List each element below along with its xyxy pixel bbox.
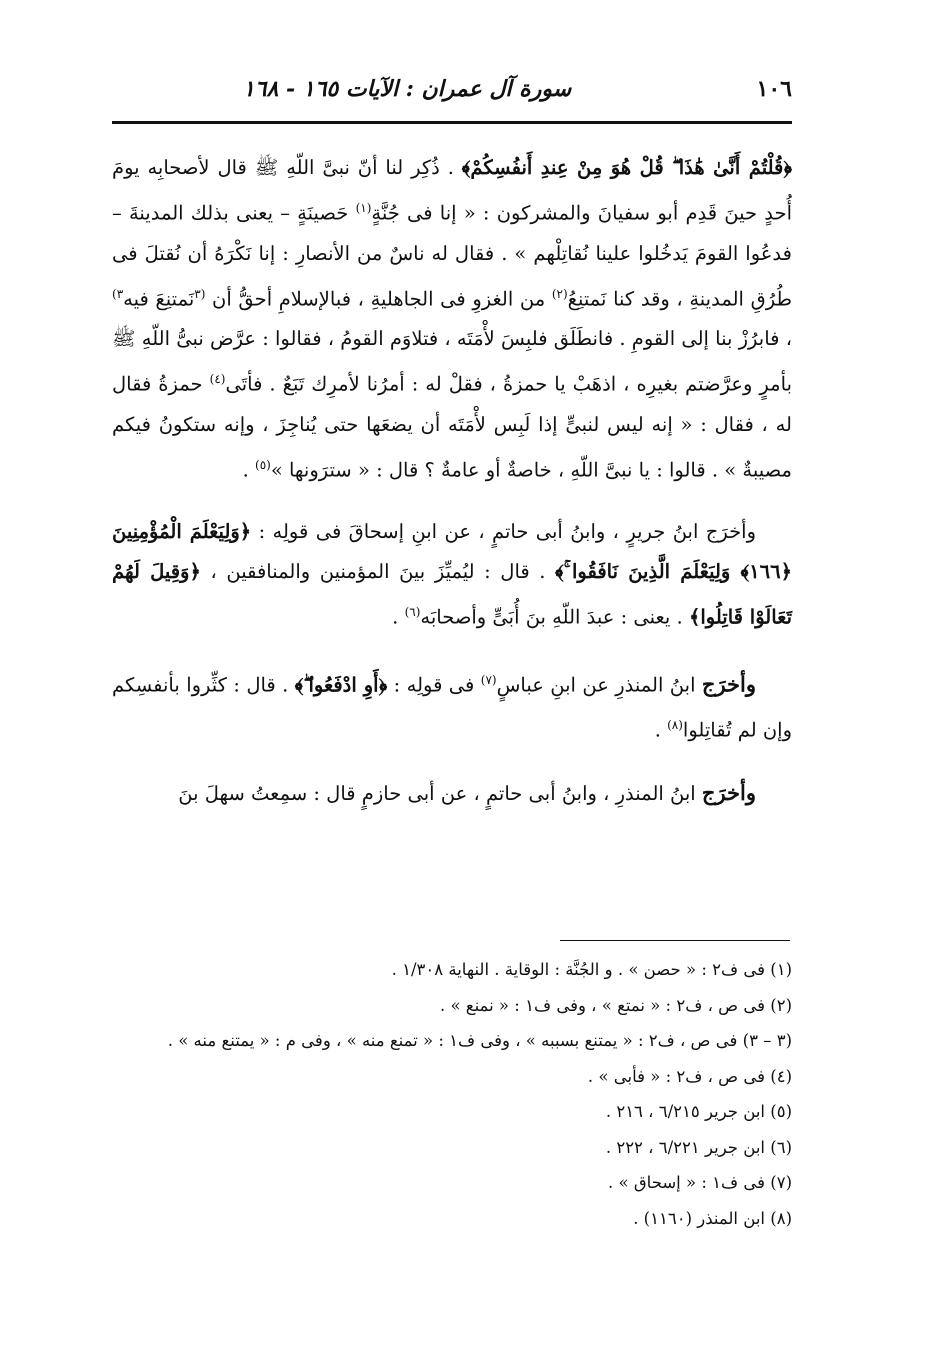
paragraph	[112, 660, 792, 751]
paragraph	[112, 512, 792, 638]
footnote: (٨) ابن المنذر (١١٦٠) .	[633, 1208, 792, 1228]
text-run: ، فابرُزْ بنا إلى القومِ . فانطَلَق فلبِسَ لأْمَتَه ، فتلاوَم القومُ ، فقالوا : عرَّض نبىُّ اللّهِ ﷺ بأمرٍ وعرَّضتم بغيرِه ، اذهَبْ يا حمزةُ ، فقلْ له : أمرُنا لأمرِك تَبَعٌ . فأتَى	[112, 327, 792, 396]
text-run: .	[242, 458, 256, 481]
running-title: سورة آل عمران : الآيات ١٦٥ - ١٦٨	[242, 76, 572, 102]
text-run: . قال : ليُميِّزَ بينَ المؤمنين والمنافقين ،	[200, 560, 556, 583]
footnote-ref: (٤)	[209, 372, 226, 386]
text-run: حمزةُ فقال له ، فقال : « إنه ليس لنبىٍّ إذا لَبِس لأْمَتَه أن يضعَها حتى يُناجِزَ ، وإنه ستكونُ فيكم مصيبةٌ » . قالوا : يا نبىَّ اللّهِ ، خاصةٌ أو عامةٌ ؟ قال : « سترَونها »	[112, 372, 792, 481]
footnote: (٦) ابن جرير ٦/٢٢١ ، ٢٢٢ .	[605, 1137, 792, 1157]
footnote-ref: (٢)	[551, 286, 568, 301]
text-run: ابنُ المنذرِ عن ابنِ عباسٍ	[496, 673, 702, 696]
paragraph	[112, 773, 792, 814]
text-run: فى قولِه :	[387, 673, 481, 696]
text-run: وأخرَج ابنُ جريرٍ ، وابنُ أبى حاتمٍ ، عن ابنِ إسحاقَ فى قولِه :	[251, 520, 756, 543]
quran-verse: ﴿وَلِيَعْلَمَ الْمُؤْمِنِينَ ﴿١٦٦﴾ وَلِيَعْلَمَ الَّذِينَ نَافَقُوا ۚ﴾	[112, 520, 793, 583]
text-run: . يعنى : عبدَ اللّهِ بنَ أُبَىٍّ وأصحابَه	[420, 605, 689, 629]
footnote: (١) فى ف٢ : « حصن » . و الجُنَّة : الوقاية . النهاية ١/٣٠٨ .	[391, 960, 792, 979]
lead-word: وأخرَج	[701, 779, 756, 805]
text-run: . قال : كثِّروا بأنفسِكم وإن لم تُقاتِلوا	[112, 673, 792, 742]
footnote: (٧) فى ف١ : « إسحاق » .	[608, 1173, 792, 1192]
text-run: .	[654, 718, 668, 742]
text-run: .	[392, 605, 405, 629]
quran-verse: ﴿وَقِيلَ لَهُمْ تَعَالَوْا قَاتِلُوا﴾	[112, 560, 792, 629]
text-run: . ذُكِر لنا أنّ نبىَّ اللّهِ ﷺ قال لأصحابِه يومَ أُحدٍ حينَ قَدِم أبو سفيانَ والمشركون : « إنا فى جُنَّةٍ	[112, 156, 792, 225]
footnote-ref: (٣	[194, 286, 206, 301]
footnote-ref: (٥)	[255, 457, 271, 472]
footnote: (٢) فى ص ، ف٢ : « نمتع » ، وفى ف١ : « نمنع » .	[439, 995, 792, 1015]
footnote-ref: (١)	[355, 201, 372, 215]
text-run: من الغزوِ فى الجاهليةِ ، فبالإسلامِ أحقُّ أن	[205, 287, 552, 310]
text-run: نَمتنِعَ فيه	[123, 287, 195, 310]
footnote-ref: ٣)	[112, 286, 124, 301]
footnote: (٣ – ٣) فى ص ، ف٢ : « يمتنع بسببه » ، وفى ف١ : « تمنع منه » ، وفى م : « يمتنع منه » .	[167, 1031, 792, 1050]
paragraph	[112, 148, 792, 490]
page-header	[112, 72, 792, 112]
main-text	[112, 148, 792, 836]
text-run: حَصينَةٍ – يعنى بذلك المدينةَ – فدعُوا القومَ يَدخُلوا علينا نُقاتِلْهم » . فقال له ناسٌ من الأنصارِ : إنا نَكْرَهُ أن نُقتلَ فى طُرُقِ المدينةِ ، وقد كنا نَمتنِعُ	[112, 201, 792, 310]
quran-verse: ﴿أَوِ ادْفَعُوا ۖ﴾	[294, 673, 388, 696]
footnote-ref: (٨)	[667, 718, 683, 732]
footnotes	[112, 952, 792, 1236]
quran-verse: ﴿قُلْتُمْ أَنَّىٰ هَٰذَا ۖ قُلْ هُوَ مِنْ عِندِ أَنفُسِكُمْ﴾	[461, 156, 792, 179]
page-number: ١٠٦	[756, 76, 792, 102]
lead-word: وأخرَج	[701, 671, 756, 696]
footnote-ref: (٦)	[404, 605, 421, 619]
footnote: (٥) ابن جرير ٦/٢١٥ ، ٢١٦ .	[605, 1102, 792, 1121]
footnote-separator	[560, 940, 790, 941]
footnote-ref: (٧)	[480, 672, 497, 687]
text-run: ابنُ المنذرِ ، وابنُ أبى حاتمٍ ، عن أبى حازمٍ قال : سمِعتُ سهلَ بنَ	[178, 781, 702, 805]
header-rule	[112, 121, 792, 124]
footnote: (٤) فى ص ، ف٢ : « فأبى » .	[587, 1066, 792, 1086]
